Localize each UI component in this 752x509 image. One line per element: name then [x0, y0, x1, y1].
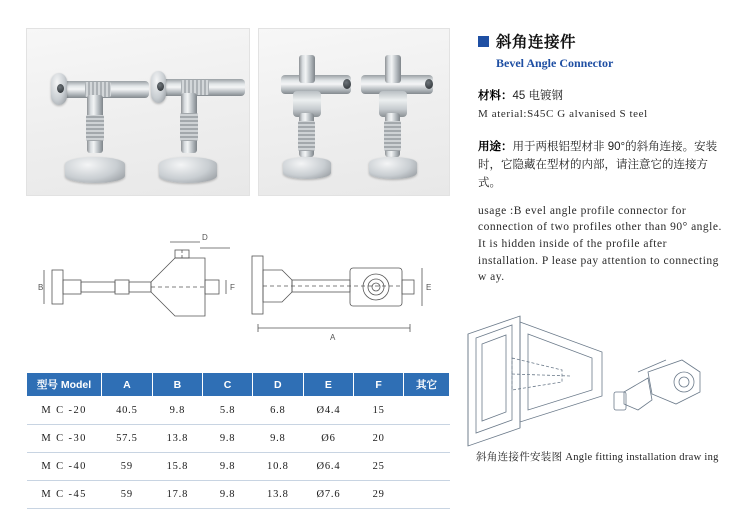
product-photo-right — [258, 28, 450, 196]
column-header-c: C — [203, 373, 253, 397]
material-line-cn — [478, 88, 728, 106]
cell-a: 57.5 — [102, 425, 153, 453]
cell-b: 15.8 — [152, 453, 203, 481]
usage-label: 用途： — [478, 141, 513, 154]
cell-f: 25 — [354, 453, 404, 481]
cell-model: M C -45 — [27, 481, 102, 509]
title-row — [478, 30, 728, 52]
material-label: 材料： — [478, 90, 513, 102]
table-row — [27, 425, 450, 453]
cell-b: 17.8 — [152, 481, 203, 509]
column-header-b: B — [152, 373, 203, 397]
technical-drawing — [30, 228, 450, 348]
column-header-other: 其它 — [403, 373, 449, 397]
dimension-label-F: F — [230, 283, 235, 292]
cell-model: M C -20 — [27, 397, 102, 425]
dimension-label-A: A — [330, 333, 336, 342]
table-header — [27, 373, 450, 397]
page-title-cn: 斜角连接件 — [496, 34, 577, 51]
material-value: 45 电镀钢 — [512, 90, 563, 102]
table-row — [27, 453, 450, 481]
cell-e: Ø4.4 — [303, 397, 354, 425]
column-header-f: F — [354, 373, 404, 397]
dimension-label-E: E — [426, 283, 432, 292]
cell-e: Ø6 — [303, 425, 354, 453]
material-line-en: M aterial:S45C G alvanised S teel — [478, 107, 648, 120]
table-row — [27, 397, 450, 425]
cell-c: 9.8 — [203, 481, 253, 509]
cell-e: Ø6.4 — [303, 453, 354, 481]
usage-text-en: usage :B evel angle profile connector for connection of two profiles other than 90° angle. It is hidden inside of the profile after installation. P lease pay attention to connecting w ay. — [478, 204, 722, 284]
cell-e: Ø7.6 — [303, 481, 354, 509]
table-body — [27, 397, 450, 509]
drawing-caption-cn: 斜角连接件安装图 — [476, 451, 563, 463]
usage-line-cn — [478, 139, 728, 192]
installation-drawing — [452, 300, 734, 450]
specification-table — [26, 372, 450, 509]
cell-c: 9.8 — [203, 425, 253, 453]
cell-c: 5.8 — [203, 397, 253, 425]
blue-square-icon — [478, 36, 489, 47]
dimension-label-B: B — [38, 283, 44, 292]
cell-other — [403, 453, 449, 481]
table-row — [27, 481, 450, 509]
product-description — [478, 30, 728, 286]
usage-section — [478, 139, 728, 286]
drawing-caption — [476, 449, 746, 464]
cell-d: 9.8 — [253, 425, 304, 453]
cell-other — [403, 397, 449, 425]
drawing-caption-en: Angle fitting installation draw ing — [565, 452, 719, 463]
column-header-e: E — [303, 373, 354, 397]
cell-model: M C -40 — [27, 453, 102, 481]
cell-a: 59 — [102, 481, 153, 509]
cell-f: 15 — [354, 397, 404, 425]
column-header-a: A — [102, 373, 153, 397]
cell-d: 6.8 — [253, 397, 304, 425]
usage-value: 用于两根铝型材非 90°的斜角连接。安装时，它隐藏在型材的内部，请注意它的连接方式。 — [478, 141, 718, 189]
cell-a: 59 — [102, 453, 153, 481]
table-header-row — [27, 373, 450, 397]
cell-other — [403, 481, 449, 509]
cell-b: 9.8 — [152, 397, 203, 425]
product-photo-left — [26, 28, 250, 196]
cell-c: 9.8 — [203, 453, 253, 481]
cell-model: M C -30 — [27, 425, 102, 453]
cell-f: 29 — [354, 481, 404, 509]
page-title-en: Bevel Angle Connector — [496, 56, 614, 70]
cell-other — [403, 425, 449, 453]
cell-b: 13.8 — [152, 425, 203, 453]
material-section — [478, 88, 728, 122]
cell-d: 10.8 — [253, 453, 304, 481]
column-header-d: D — [253, 373, 304, 397]
cell-d: 13.8 — [253, 481, 304, 509]
cell-f: 20 — [354, 425, 404, 453]
cell-a: 40.5 — [102, 397, 153, 425]
dimension-label-D: D — [202, 233, 208, 242]
column-header-model: 型号 Model — [27, 373, 102, 397]
